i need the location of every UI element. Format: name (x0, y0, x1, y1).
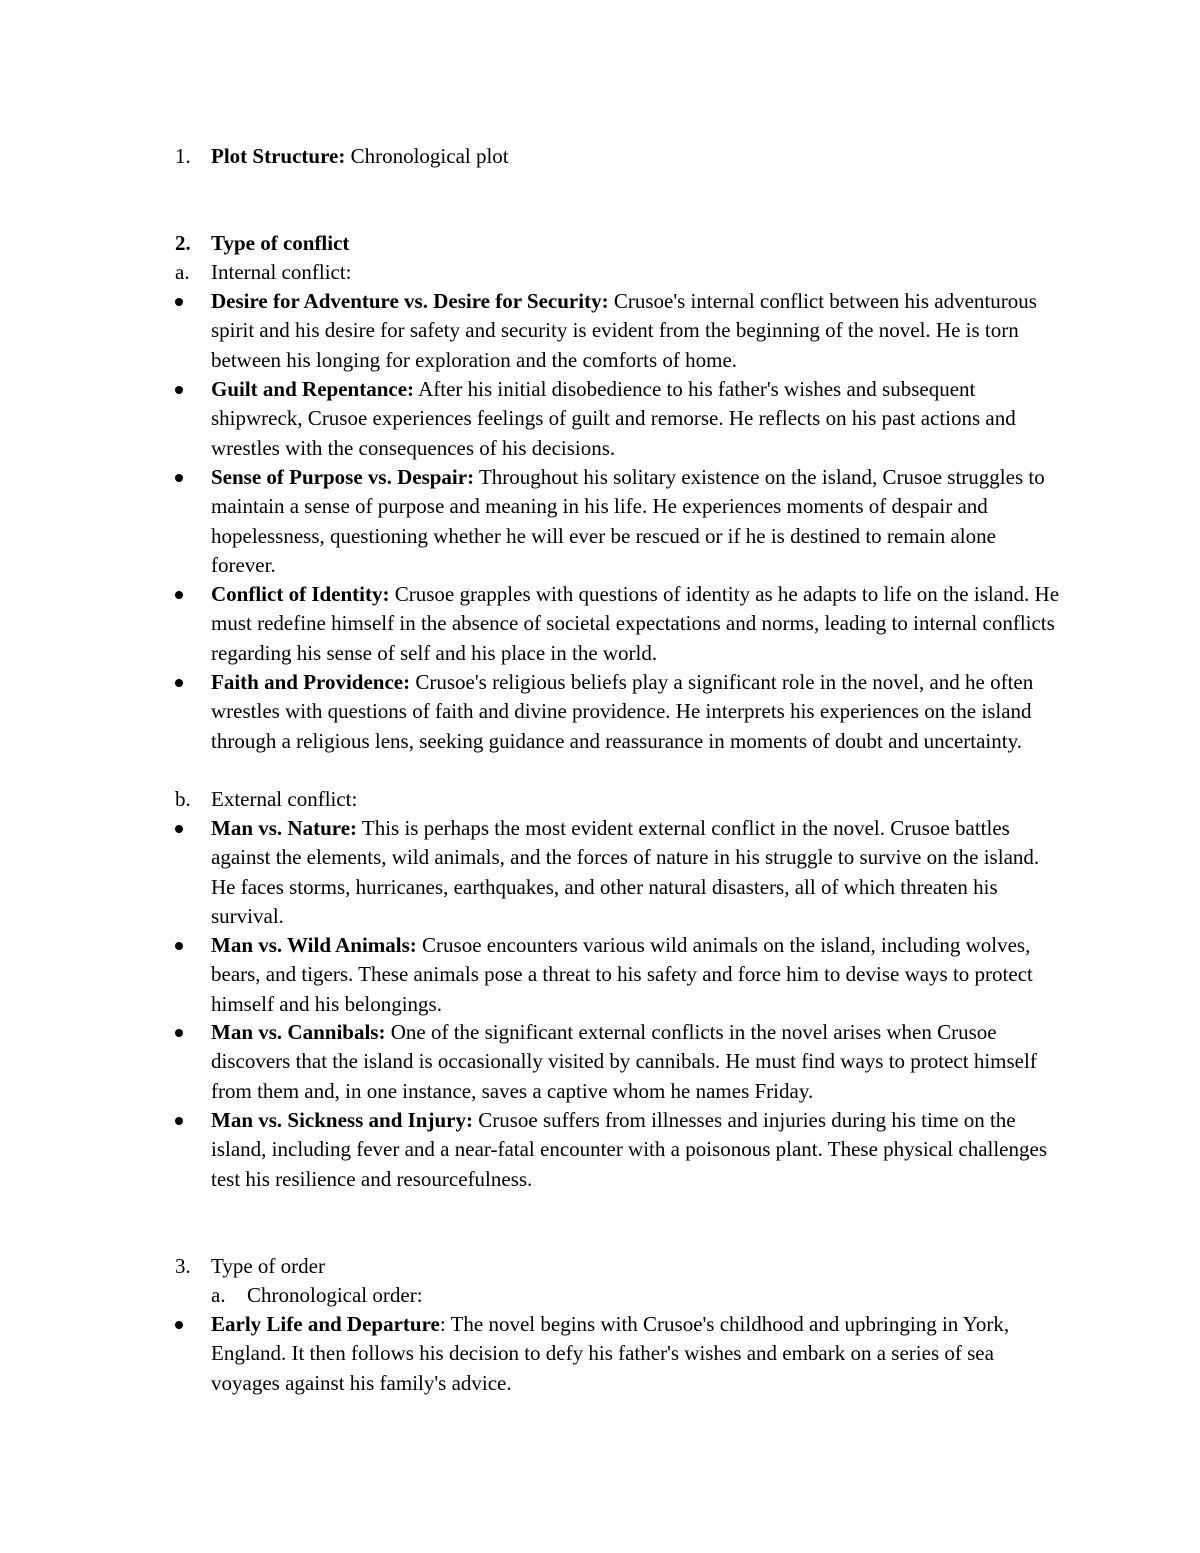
bullet-icon (175, 825, 183, 833)
bullet-title: Man vs. Nature: (211, 816, 358, 840)
bullet-icon (175, 298, 183, 306)
list-number: 2. (175, 231, 191, 255)
bullet-icon (175, 591, 183, 599)
bullet-text: : The novel begins with Crusoe's childhood and upbringing in York, England. It then follows his decision to defy his father's wishes and embark on a series of sea voyages against his family's advice. (211, 1312, 1010, 1395)
sub-marker: a. (175, 260, 190, 284)
bullet-text: Throughout his solitary existence on the island, Crusoe struggles to maintain a sense of purpose and meaning in his life. He experiences moments of despair and hopelessness, questioning whether he will ever be rescued or if he is destined to remain alone forever. (211, 465, 1045, 577)
bullet-icon (175, 679, 183, 687)
sub-heading: External conflict: (211, 787, 358, 811)
bullet-text: Crusoe encounters various wild animals on the island, including wolves, bears, and tigers. These animals pose a threat to his safety and force him to devise ways to protect himself and his belongings. (211, 933, 1033, 1016)
item-text: Chronological plot (345, 144, 509, 168)
bullet-title: Guilt and Repentance: (211, 377, 415, 401)
bullet-text: Crusoe suffers from illnesses and injuries during his time on the island, including fever and a near-fatal encounter with a poisonous plant. These physical challenges test his resilience and resourcefulness. (211, 1108, 1048, 1191)
bullet-title: Man vs. Cannibals: (211, 1020, 386, 1044)
bullet-text: This is perhaps the most evident external conflict in the novel. Crusoe battles against the elements, wild animals, and the forces of nature in his struggle to survive on the island. He faces storms, hurricanes, earthquakes, and other natural disasters, all of which threaten his survival. (211, 816, 1040, 928)
bullet-title: Faith and Providence: (211, 670, 411, 694)
sub-marker: b. (175, 787, 191, 811)
bullet-icon (175, 474, 183, 482)
bullet-icon (175, 1029, 183, 1037)
section-heading: Type of conflict (211, 231, 350, 255)
sub-heading: Internal conflict: (211, 260, 352, 284)
list-number: 3. (175, 1254, 191, 1278)
bullet-icon (175, 1321, 183, 1329)
bullet-title: Sense of Purpose vs. Despair: (211, 465, 475, 489)
bullet-text: One of the significant external conflicts in the novel arises when Crusoe discovers that the island is occasionally visited by cannibals. He must find ways to protect himself from them and, in one instance, saves a captive whom he names Friday. (211, 1020, 1037, 1103)
section-heading: Type of order (211, 1254, 325, 1278)
list-number: 1. (175, 144, 191, 168)
bullet-icon (175, 942, 183, 950)
sub-heading: Chronological order: (247, 1283, 423, 1307)
bullet-title: Man vs. Sickness and Injury: (211, 1108, 473, 1132)
sub-marker: a. (211, 1283, 226, 1307)
bullet-icon (175, 386, 183, 394)
bullet-text: After his initial disobedience to his father's wishes and subsequent shipwreck, Crusoe experiences feelings of guilt and remorse. He reflects on his past actions and wrestles with the consequences of his decisions. (211, 377, 1016, 460)
bullet-text: Crusoe's internal conflict between his adventurous spirit and his desire for safety and security is evident from the beginning of the novel. He is torn between his longing for exploration and the comforts of home. (211, 289, 1037, 372)
bullet-title: Man vs. Wild Animals: (211, 933, 417, 957)
bullet-text: Crusoe grapples with questions of identity as he adapts to life on the island. He must redefine himself in the absence of societal expectations and norms, leading to internal conflicts regarding his sense of self and his place in the world. (211, 582, 1060, 665)
bullet-title: Conflict of Identity: (211, 582, 390, 606)
bullet-title: Early Life and Departure (211, 1312, 440, 1336)
item-label: Plot Structure: (211, 144, 346, 168)
bullet-text: Crusoe's religious beliefs play a significant role in the novel, and he often wrestles with questions of faith and divine providence. He interprets his experiences on the island through a religious lens, seeking guidance and reassurance in moments of doubt and uncertainty. (211, 670, 1034, 753)
bullet-title: Desire for Adventure vs. Desire for Security: (211, 289, 609, 313)
bullet-icon (175, 1117, 183, 1125)
